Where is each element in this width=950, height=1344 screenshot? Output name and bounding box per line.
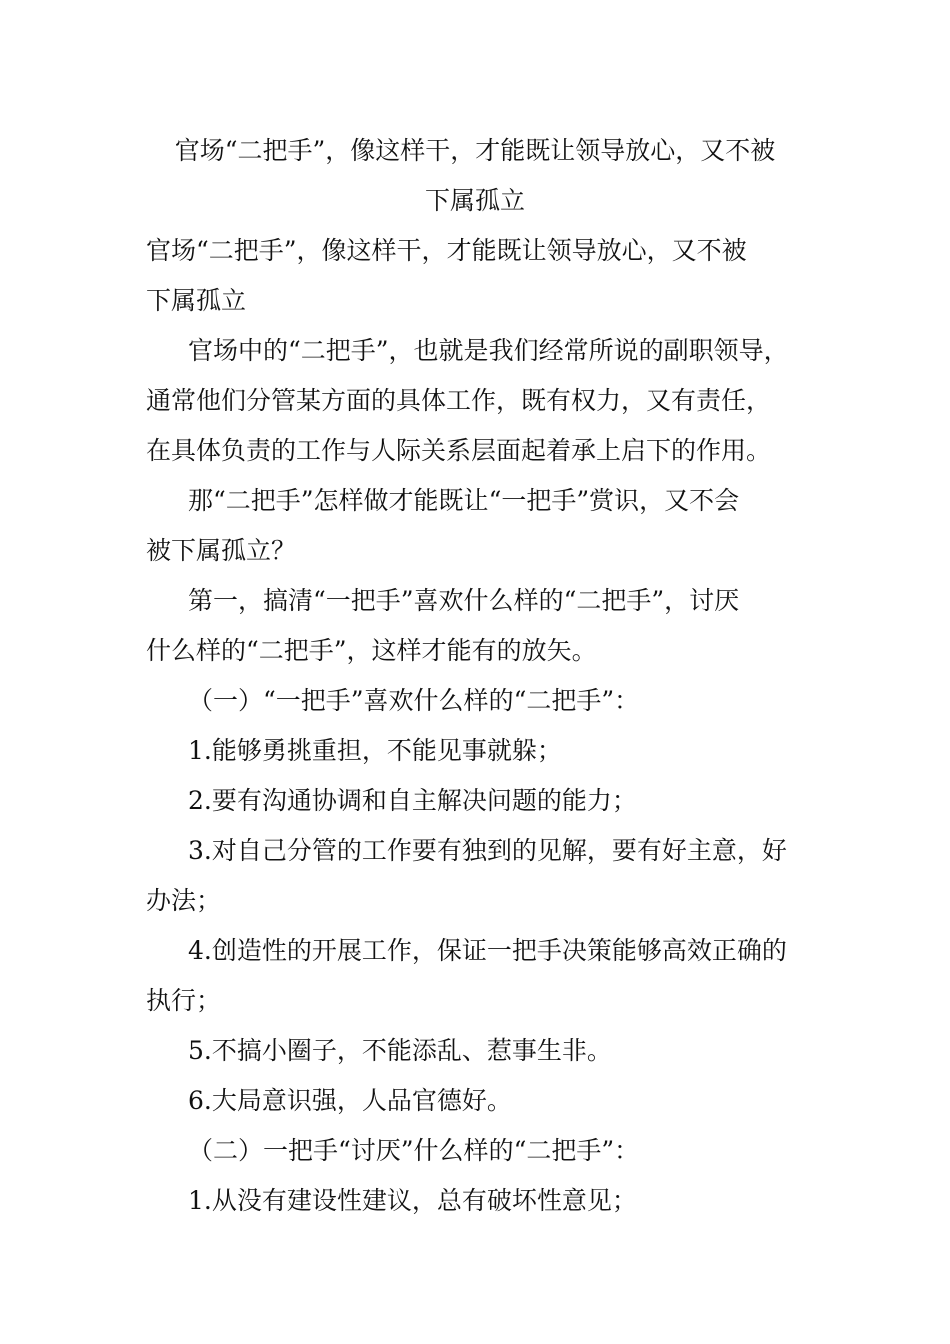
- paragraph-1-line-1: 官场中的“二把手”，也就是我们经常所说的副职领导，: [188, 336, 789, 365]
- paragraph-2-line-2: 被下属孤立？: [146, 536, 297, 565]
- document-title-line-2: 下属孤立: [424, 186, 525, 215]
- section-1-heading: （一）“一把手”喜欢什么样的“二把手”：: [188, 686, 640, 715]
- likes-item-4-line-1: 4.创造性的开展工作，保证一把手决策能够高效正确的: [188, 936, 787, 965]
- likes-item-5: 5.不搞小圈子，不能添乱、惹事生非。: [188, 1036, 612, 1065]
- likes-item-3-line-1: 3.对自己分管的工作要有独到的见解，要有好主意，好: [188, 836, 787, 865]
- likes-item-2: 2.要有沟通协调和自主解决问题的能力；: [188, 786, 637, 815]
- subtitle-line-2: 下属孤立: [146, 286, 247, 315]
- section-2-heading: （二）一把手“讨厌”什么样的“二把手”：: [188, 1136, 640, 1165]
- paragraph-1-line-2: 通常他们分管某方面的具体工作，既有权力，又有责任，: [146, 386, 772, 415]
- paragraph-1-line-3: 在具体负责的工作与人际关系层面起着承上启下的作用。: [146, 436, 772, 465]
- subtitle-line-1: 官场“二把手”，像这样干，才能既让领导放心，又不被: [146, 236, 747, 265]
- paragraph-2-line-1: 那“二把手”怎样做才能既让“一把手”赏识，又不会: [188, 486, 740, 515]
- paragraph-3-line-2: 什么样的“二把手”，这样才能有的放矢。: [146, 636, 597, 665]
- paragraph-3-line-1: 第一，搞清“一把手”喜欢什么样的“二把手”，讨厌: [188, 586, 740, 615]
- likes-item-6: 6.大局意识强，人品官德好。: [188, 1086, 512, 1115]
- likes-item-4-line-2: 执行；: [146, 986, 222, 1015]
- document-title-line-1: 官场“二把手”，像这样干，才能既让领导放心，又不被: [174, 136, 776, 165]
- dislikes-item-1: 1.从没有建设性建议，总有破坏性意见；: [188, 1186, 637, 1215]
- likes-item-1: 1.能够勇挑重担，不能见事就躲；: [188, 736, 562, 765]
- likes-item-3-line-2: 办法；: [146, 886, 222, 915]
